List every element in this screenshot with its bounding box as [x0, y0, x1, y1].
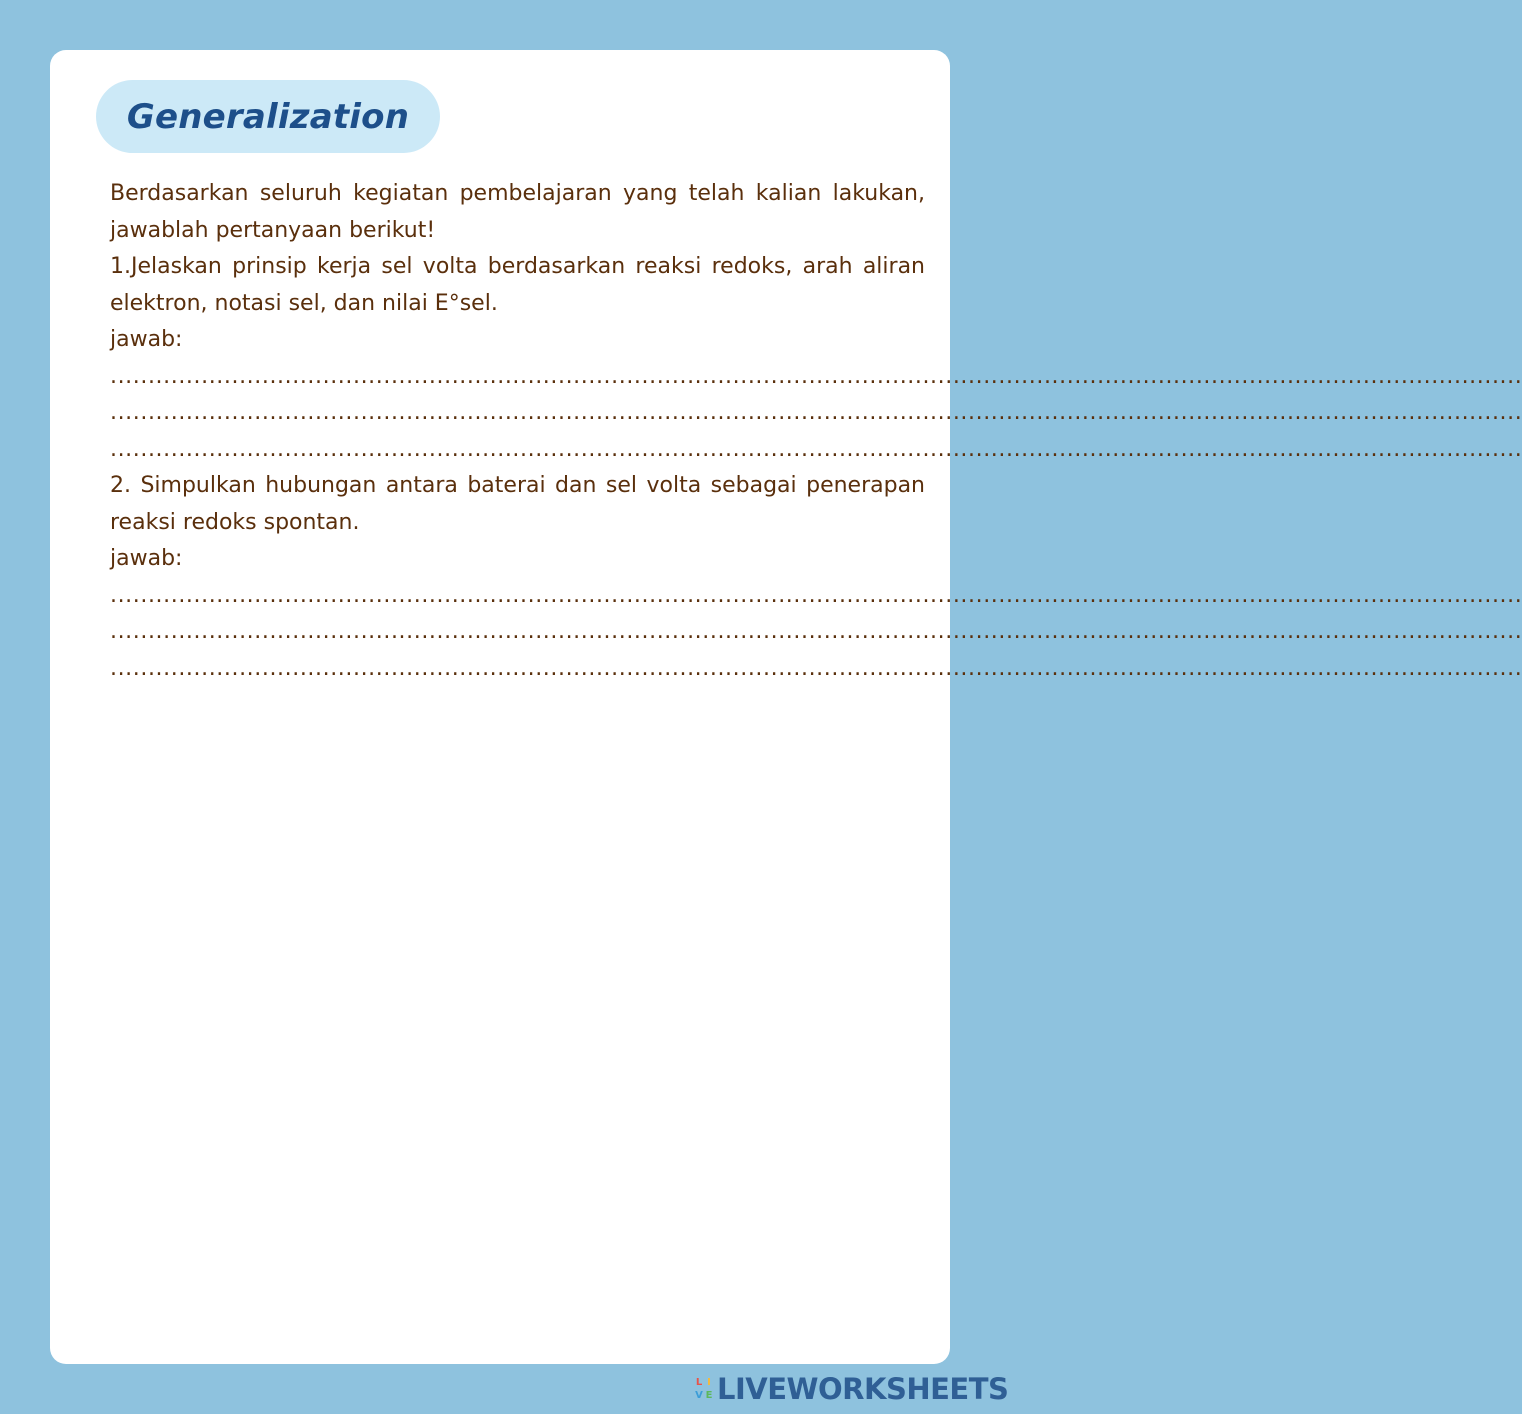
- logo-letter-v: V: [695, 1390, 703, 1401]
- logo-letter-l: L: [695, 1377, 703, 1388]
- instructions-text: Berdasarkan seluruh kegiatan pembelajaran yang telah kalian lakukan, jawablah pertanyaan berikut!: [110, 181, 925, 243]
- liveworksheets-logo-icon: [694, 1376, 714, 1402]
- question-2-answer-line-2[interactable]: ..........................................................................................................................................................................................: [110, 619, 1522, 644]
- logo-letter-e: E: [705, 1390, 713, 1401]
- worksheet-content: [110, 176, 1522, 687]
- question-1-answer-line-1[interactable]: ..........................................................................................................................................................................................: [110, 363, 1522, 389]
- page-title: Generalization: [126, 96, 410, 137]
- question-1-answer-label: jawab:: [110, 327, 183, 352]
- question-2-answer-label: jawab:: [110, 546, 183, 571]
- logo-letter-i: I: [707, 1377, 711, 1388]
- worksheet-page: [50, 50, 1522, 1364]
- question-2-text: 2. Simpulkan hubungan antara baterai dan sel volta sebagai penerapan reaksi redoks spontan.: [110, 473, 925, 535]
- question-1-text: 1.Jelaskan prinsip kerja sel volta berdasarkan reaksi redoks, arah aliran elektron, notasi sel, dan nilai E°sel.: [110, 254, 925, 316]
- question-1-answer-line-3[interactable]: ..........................................................................................................................................................................................: [110, 436, 1522, 462]
- question-2-answer-line-3[interactable]: ..........................................................................................................................................................................................: [110, 655, 1522, 681]
- question-2-answer-line-1[interactable]: ..........................................................................................................................................................................................: [110, 582, 1522, 608]
- question-1-answer-line-2[interactable]: ..........................................................................................................................................................................................: [110, 400, 1522, 425]
- title-badge: [96, 80, 440, 153]
- liveworksheets-watermark: [694, 1374, 1008, 1404]
- watermark-text: LIVEWORKSHEETS: [717, 1372, 1009, 1406]
